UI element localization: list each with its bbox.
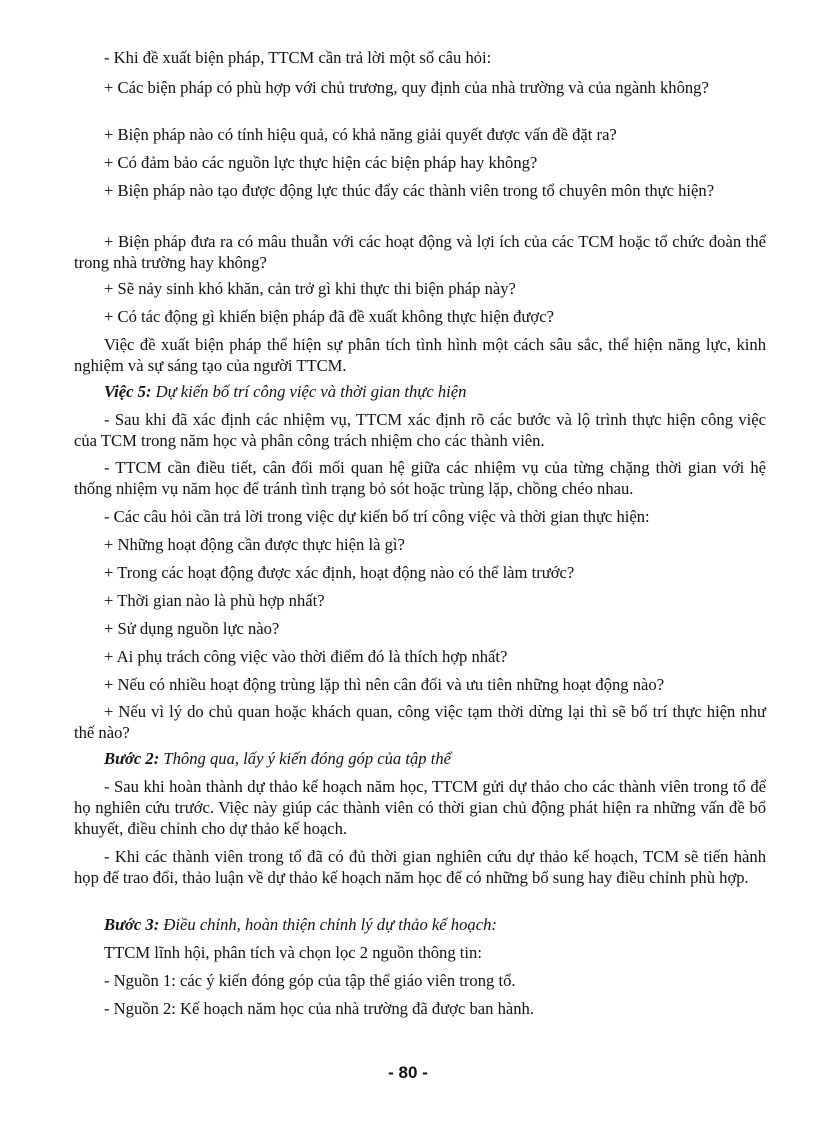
paragraph: + Có tác động gì khiến biện pháp đã đề xuất không thực hiện được? — [104, 307, 554, 326]
paragraph: - Các câu hỏi cần trả lời trong việc dự kiến bố trí công việc và thời gian thực hiện: — [104, 507, 650, 526]
paragraph: + Các biện pháp có phù hợp với chủ trương, quy định của nhà trường và của ngành không? — [104, 78, 709, 97]
heading-label: Việc 5: — [104, 382, 152, 401]
paragraph: + Có đảm bảo các nguồn lực thực hiện các biện pháp hay không? — [104, 153, 538, 172]
paragraph: + Biện pháp đưa ra có mâu thuẫn với các hoạt động và lợi ích của các TCM hoặc tổ chức đoàn thể trong nhà trường hay không? — [74, 232, 766, 272]
paragraph: - Sau khi hoàn thành dự thảo kế hoạch năm học, TTCM gửi dự thảo cho các thành viên trong tổ để họ nghiên cứu trước. Việc này giúp các thành viên có thời gian chủ động phát hiện ra những vấn đề bổ khuyết, điều chỉnh cho dự thảo kế hoạch. — [74, 777, 766, 838]
section-heading-buoc-2 — [74, 748, 766, 769]
paragraph: - Nguồn 2: Kế hoạch năm học của nhà trường đã được ban hành. — [104, 999, 534, 1018]
paragraph: + Biện pháp nào tạo được động lực thúc đẩy các thành viên trong tổ chuyên môn thực hiện? — [104, 181, 715, 200]
paragraph: + Sử dụng nguồn lực nào? — [104, 619, 280, 638]
paragraph: + Nếu có nhiều hoạt động trùng lặp thì nên cân đối và ưu tiên những hoạt động nào? — [104, 675, 665, 694]
paragraph: - Khi đề xuất biện pháp, TTCM cần trả lời một số câu hỏi: — [104, 48, 492, 67]
heading-text: Thông qua, lấy ý kiến đóng góp của tập thể — [159, 749, 451, 768]
paragraph: TTCM lĩnh hội, phân tích và chọn lọc 2 nguồn thông tin: — [104, 943, 482, 962]
paragraph: + Biện pháp nào có tính hiệu quả, có khả năng giải quyết được vấn đề đặt ra? — [104, 125, 617, 144]
paragraph: - Sau khi đã xác định các nhiệm vụ, TTCM xác định rõ các bước và lộ trình thực hiện công việc của TCM trong năm học và phân công trách nhiệm cho các thành viên. — [74, 410, 766, 450]
heading-label: Bước 2: — [104, 749, 160, 768]
paragraph: + Nếu vì lý do chủ quan hoặc khách quan, công việc tạm thời dừng lại thì sẽ bố trí thực hiện như thế nào? — [74, 702, 766, 742]
paragraph: + Trong các hoạt động được xác định, hoạt động nào có thể làm trước? — [104, 563, 575, 582]
heading-label: Bước 3: — [104, 915, 160, 934]
paragraph: - Nguồn 1: các ý kiến đóng góp của tập thể giáo viên trong tổ. — [104, 971, 516, 990]
heading-text: Dự kiến bố trí công việc và thời gian thực hiện — [151, 382, 467, 401]
paragraph: - TTCM cần điều tiết, cân đối mối quan hệ giữa các nhiệm vụ của từng chặng thời gian với hệ thống nhiệm vụ năm học để tránh tình trạng bỏ sót hoặc trùng lặp, chồng chéo nhau. — [74, 458, 766, 498]
paragraph: + Sẽ nảy sinh khó khăn, cản trở gì khi thực thi biện pháp này? — [104, 279, 516, 298]
section-heading-buoc-3 — [74, 914, 766, 935]
paragraph: + Thời gian nào là phù hợp nhất? — [104, 591, 325, 610]
paragraph: + Những hoạt động cần được thực hiện là gì? — [104, 535, 405, 554]
paragraph: - Khi các thành viên trong tổ đã có đủ thời gian nghiên cứu dự thảo kế hoạch, TCM sẽ tiến hành họp để trao đổi, thảo luận về dự thảo kế hoạch năm học để có những bổ sung hay điều chỉnh phù hợp. — [74, 847, 766, 887]
paragraph: + Ai phụ trách công việc vào thời điểm đó là thích hợp nhất? — [104, 647, 508, 666]
heading-text: Điều chỉnh, hoàn thiện chỉnh lý dự thảo kế hoạch: — [159, 915, 497, 934]
page-number: - 80 - — [388, 1063, 428, 1082]
paragraph: Việc đề xuất biện pháp thể hiện sự phân tích tình hình một cách sâu sắc, thể hiện năng lực, kinh nghiệm và sự sáng tạo của người TTCM. — [74, 335, 766, 375]
section-heading-viec-5 — [74, 381, 766, 402]
